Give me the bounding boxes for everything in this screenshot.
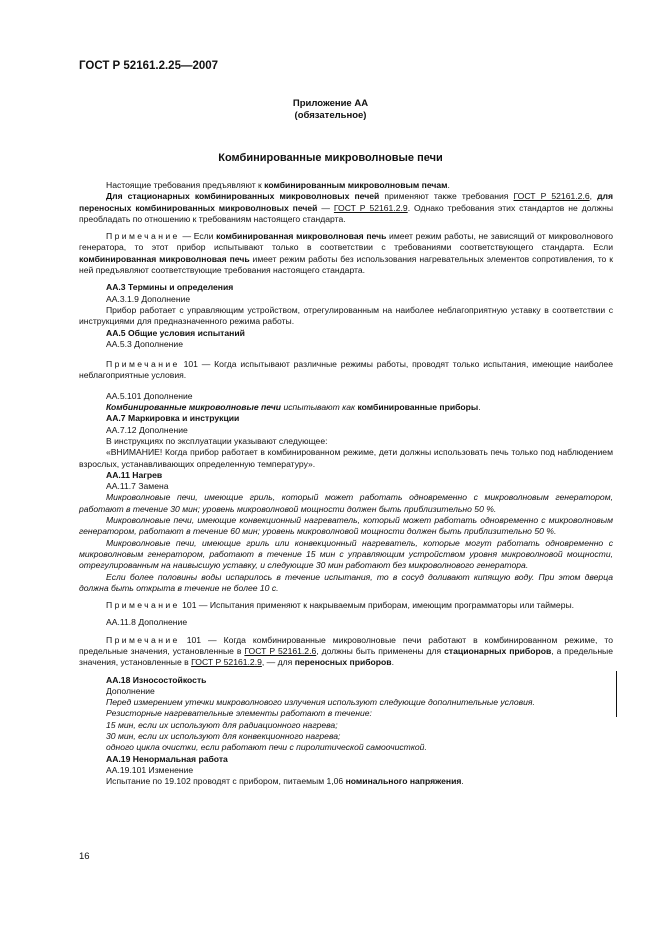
subsection-heading: АА.5.101 Дополнение bbox=[106, 390, 193, 401]
section-heading: АА.18 Износостойкость bbox=[106, 674, 207, 685]
paragraph: «ВНИМАНИЕ! Когда прибор работает в комбинированном режиме, дети должны использовать печь только под наблюдением взрослых, устанавливающих определенную температуру». bbox=[79, 447, 613, 469]
paragraph: Микроволновые печи, имеющие конвекционный нагреватель, который может работать одновременно с микроволновым генератором, работают в течение 60 мин; уровень микроволновой мощности должен быть приблизительно 50 %. bbox=[79, 515, 613, 537]
paragraph: В инструкциях по эксплуатации указывают следующее: bbox=[106, 435, 328, 446]
subsection-heading: АА.11.7 Замена bbox=[106, 481, 169, 492]
paragraph-intro: Настоящие требования предъявляют к комбинированным микроволновым печам. bbox=[106, 180, 450, 190]
subsection-heading: АА.11.8 Дополнение bbox=[106, 617, 188, 628]
section-heading: АА.5 Общие условия испытаний bbox=[106, 327, 245, 338]
standard-link[interactable]: ГОСТ Р 52161.2.6 bbox=[513, 191, 590, 202]
paragraph: Если более половины воды испарилось в течение испытания, то в сосуд доливают кипящую воду. При этом дверца должна быть открыта в течение не более 10 с. bbox=[79, 571, 613, 593]
paragraph: Комбинированные микроволновые печи испытывают как комбинированные приборы. bbox=[106, 402, 481, 413]
document-title: Комбинированные микроволновые печи bbox=[218, 152, 443, 164]
standard-link[interactable]: ГОСТ Р 52161.2.9 bbox=[191, 657, 262, 668]
document-body bbox=[79, 180, 613, 788]
note-paragraph: Примечание — Если комбинированная микроволновая печь имеет режим работы, не зависящий от микроволнового генератора, то этот прибор испытывают только в соответствии с требованиями соответствующего стандарта. Если комбинированная микроволновая печь имеет режим работы без использования нагревательных элементов сопротивления, то к ней предъявляют соответствующие требования настоящего стандарта. bbox=[79, 231, 613, 276]
standard-link[interactable]: ГОСТ Р 52161.2.9 bbox=[333, 202, 408, 213]
annex-title: Приложение АА bbox=[292, 98, 369, 109]
list-item: одного цикла очистки, если работают печи с пиролитической самоочисткой. bbox=[106, 742, 427, 753]
section-heading: АА.19 Ненормальная работа bbox=[106, 753, 228, 764]
paragraph: Прибор работает с управляющим устройством, отрегулированным на наиболее неблагоприятную уставку в соответствии с инструкциями для предназначенного режима работы. bbox=[79, 304, 613, 327]
list-item: 15 мин, если их используют для радиационного нагрева; bbox=[106, 719, 338, 730]
annex-status: (обязательное) bbox=[294, 110, 367, 121]
section-heading: АА.11 Нагрев bbox=[106, 469, 163, 480]
subsection-heading: АА.7.12 Дополнение bbox=[106, 424, 188, 435]
paragraph: Микроволновые печи, имеющие гриль или конвекционный нагреватель, которые могут работать одновременно с микроволновым генератором, работают в течение 15 мин с управляющим устройством уровня микроволновой мощности, отрегулированным на наивысшую уставку, и следующие 30 мин работают без микроволнового генератора. bbox=[79, 537, 613, 571]
paragraph: Микроволновые печи, имеющие гриль, который может работать одновременно с микроволновым генератором, работают в течение 30 мин; уровень микроволновой мощности должен быть приблизительно 50 %. bbox=[79, 492, 613, 514]
note-paragraph: Примечание 101 — Когда испытывают различные режимы работы, проводят только испытания, имеющие наиболее неблагоприятные условия. bbox=[79, 359, 613, 381]
subsection-heading: АА.5.3 Дополнение bbox=[106, 338, 183, 349]
paragraph: Испытание по 19.102 проводят с прибором, питаемым 1,06 номинального напряжения. bbox=[106, 776, 464, 787]
list-item: 30 мин, если их используют для конвекционного нагрева; bbox=[106, 731, 341, 742]
subsection-heading: АА.3.1.9 Дополнение bbox=[106, 293, 191, 304]
paragraph: Резисторные нагревательные элементы работают в течение: bbox=[106, 708, 372, 719]
note-paragraph: Примечание 101 — Когда комбинированные микроволновые печи работают в комбинированном режиме, то предельные значения, установленные в ГОСТ Р 52161.2.6, должны быть применены для стационарных приборов, а предельные значения, установленные в ГОСТ Р 52161.2.9, — для переносных приборов. bbox=[79, 634, 614, 668]
subsection-heading: Дополнение bbox=[106, 685, 155, 696]
change-bar bbox=[616, 671, 617, 717]
standard-header: ГОСТ Р 52161.2.25—2007 bbox=[79, 60, 219, 72]
paragraph: Перед измерением утечки микроволнового излучения используют следующие дополнительные условия. bbox=[106, 697, 535, 708]
section-heading: АА.7 Маркировка и инструкции bbox=[106, 413, 240, 424]
subsection-heading: АА.19.101 Изменение bbox=[106, 764, 194, 775]
section-heading: АА.3 Термины и определения bbox=[106, 282, 234, 293]
standard-link[interactable]: ГОСТ Р 52161.2.6 bbox=[244, 645, 317, 656]
page-number: 16 bbox=[79, 851, 90, 862]
note-paragraph: Примечание 101 — Испытания применяют к накрываемым приборам, имеющим программаторы или таймеры. bbox=[106, 600, 575, 611]
paragraph-related-standards: Для стационарных комбинированных микроволновых печей применяют также требования ГОСТ Р 52161.2.6, для переносных комбинированных микроволновых печей — ГОСТ Р 52161.2.9. Однако требования этих стандартов не должны преобладать по отношению к требованиям настоящего стандарта. bbox=[79, 191, 613, 224]
